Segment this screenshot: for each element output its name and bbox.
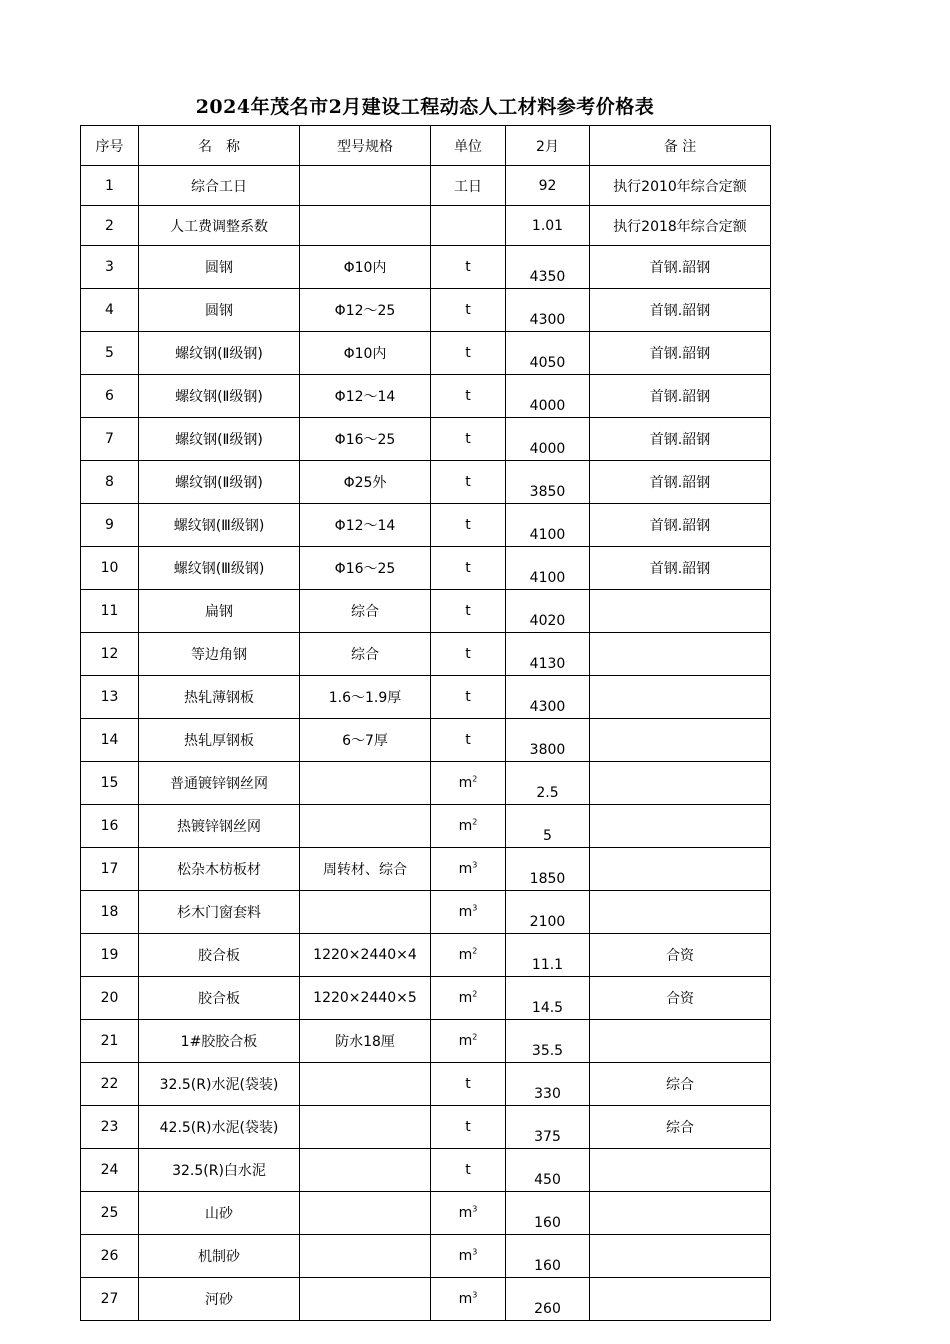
cell-spec: 综合 bbox=[300, 590, 431, 633]
cell-no: 8 bbox=[81, 461, 139, 504]
cell-no: 27 bbox=[81, 1278, 139, 1321]
cell-name: 普通镀锌钢丝网 bbox=[139, 762, 300, 805]
table-row bbox=[81, 934, 771, 977]
cell-unit bbox=[431, 762, 506, 805]
header-name: 名 称 bbox=[139, 126, 300, 166]
cell-remark: 执行2010年综合定额 bbox=[590, 166, 771, 206]
cell-spec bbox=[300, 805, 431, 848]
table-row bbox=[81, 418, 771, 461]
unit-text: m bbox=[458, 990, 473, 1006]
cell-name: 胶合板 bbox=[139, 977, 300, 1020]
cell-price: 4350 bbox=[506, 246, 590, 289]
unit-superscript: 2 bbox=[472, 1032, 478, 1042]
table-row bbox=[81, 1192, 771, 1235]
cell-spec bbox=[300, 1192, 431, 1235]
cell-spec bbox=[300, 1235, 431, 1278]
cell-remark: 首钢.韶钢 bbox=[590, 332, 771, 375]
cell-name: 42.5(R)水泥(袋装) bbox=[139, 1106, 300, 1149]
unit-superscript: 3 bbox=[472, 1290, 478, 1300]
cell-remark bbox=[590, 633, 771, 676]
cell-name: 河砂 bbox=[139, 1278, 300, 1321]
unit-text: t bbox=[465, 302, 471, 318]
cell-price: 4000 bbox=[506, 375, 590, 418]
cell-spec bbox=[300, 1063, 431, 1106]
cell-no: 14 bbox=[81, 719, 139, 762]
cell-price: 3850 bbox=[506, 461, 590, 504]
cell-unit bbox=[431, 590, 506, 633]
unit-text: t bbox=[465, 732, 471, 748]
cell-spec bbox=[300, 762, 431, 805]
cell-price: 330 bbox=[506, 1063, 590, 1106]
cell-spec: Φ12～14 bbox=[300, 504, 431, 547]
cell-remark: 首钢.韶钢 bbox=[590, 504, 771, 547]
cell-unit bbox=[431, 461, 506, 504]
unit-text: t bbox=[465, 431, 471, 447]
cell-unit bbox=[431, 1278, 506, 1321]
cell-price: 92 bbox=[506, 166, 590, 206]
cell-unit bbox=[431, 891, 506, 934]
cell-remark bbox=[590, 848, 771, 891]
table-row bbox=[81, 206, 771, 246]
unit-text: t bbox=[465, 646, 471, 662]
cell-spec: 1220×2440×5 bbox=[300, 977, 431, 1020]
cell-price: 160 bbox=[506, 1235, 590, 1278]
cell-name: 热镀锌钢丝网 bbox=[139, 805, 300, 848]
cell-no: 4 bbox=[81, 289, 139, 332]
table-row bbox=[81, 633, 771, 676]
cell-name: 胶合板 bbox=[139, 934, 300, 977]
cell-no: 6 bbox=[81, 375, 139, 418]
cell-unit bbox=[431, 166, 506, 206]
cell-name: 人工费调整系数 bbox=[139, 206, 300, 246]
unit-text: t bbox=[465, 388, 471, 404]
cell-remark: 首钢.韶钢 bbox=[590, 461, 771, 504]
unit-superscript: 2 bbox=[472, 774, 478, 784]
cell-name: 32.5(R)白水泥 bbox=[139, 1149, 300, 1192]
unit-text: m bbox=[458, 1033, 473, 1049]
table-row bbox=[81, 461, 771, 504]
unit-superscript: 3 bbox=[472, 1247, 478, 1257]
cell-name: 综合工日 bbox=[139, 166, 300, 206]
cell-remark bbox=[590, 1020, 771, 1063]
cell-price: 2.5 bbox=[506, 762, 590, 805]
cell-no: 19 bbox=[81, 934, 139, 977]
cell-no: 22 bbox=[81, 1063, 139, 1106]
table-row bbox=[81, 547, 771, 590]
table-row bbox=[81, 504, 771, 547]
cell-spec: Φ12～14 bbox=[300, 375, 431, 418]
table-row bbox=[81, 1149, 771, 1192]
header-no: 序号 bbox=[81, 126, 139, 166]
unit-superscript: 3 bbox=[472, 903, 478, 913]
cell-name: 32.5(R)水泥(袋装) bbox=[139, 1063, 300, 1106]
cell-unit bbox=[431, 418, 506, 461]
cell-no: 12 bbox=[81, 633, 139, 676]
cell-name: 扁钢 bbox=[139, 590, 300, 633]
cell-price: 4020 bbox=[506, 590, 590, 633]
unit-text: m bbox=[458, 947, 473, 963]
cell-remark: 综合 bbox=[590, 1063, 771, 1106]
cell-no: 21 bbox=[81, 1020, 139, 1063]
cell-unit bbox=[431, 977, 506, 1020]
header-spec: 型号规格 bbox=[300, 126, 431, 166]
cell-unit bbox=[431, 1149, 506, 1192]
cell-price: 4050 bbox=[506, 332, 590, 375]
cell-spec: Φ16～25 bbox=[300, 418, 431, 461]
cell-remark bbox=[590, 719, 771, 762]
cell-unit bbox=[431, 1063, 506, 1106]
cell-remark: 合资 bbox=[590, 934, 771, 977]
cell-unit bbox=[431, 206, 506, 246]
cell-price: 4300 bbox=[506, 289, 590, 332]
cell-price: 14.5 bbox=[506, 977, 590, 1020]
cell-remark bbox=[590, 805, 771, 848]
unit-superscript: 3 bbox=[472, 1204, 478, 1214]
cell-price: 260 bbox=[506, 1278, 590, 1321]
unit-text: m bbox=[458, 1248, 473, 1264]
cell-name: 杉木门窗套料 bbox=[139, 891, 300, 934]
cell-spec bbox=[300, 166, 431, 206]
cell-remark bbox=[590, 1235, 771, 1278]
cell-unit bbox=[431, 934, 506, 977]
cell-spec: 周转材、综合 bbox=[300, 848, 431, 891]
cell-price: 1.01 bbox=[506, 206, 590, 246]
cell-unit bbox=[431, 1235, 506, 1278]
cell-remark: 综合 bbox=[590, 1106, 771, 1149]
cell-spec: 6～7厚 bbox=[300, 719, 431, 762]
header-unit: 单位 bbox=[431, 126, 506, 166]
unit-text: t bbox=[465, 603, 471, 619]
cell-remark bbox=[590, 1278, 771, 1321]
cell-no: 5 bbox=[81, 332, 139, 375]
cell-name: 等边角钢 bbox=[139, 633, 300, 676]
cell-spec: Φ10内 bbox=[300, 246, 431, 289]
table-row bbox=[81, 1063, 771, 1106]
cell-spec: 1220×2440×4 bbox=[300, 934, 431, 977]
cell-no: 15 bbox=[81, 762, 139, 805]
cell-spec: 综合 bbox=[300, 633, 431, 676]
cell-remark: 首钢.韶钢 bbox=[590, 547, 771, 590]
cell-price: 4100 bbox=[506, 504, 590, 547]
cell-no: 7 bbox=[81, 418, 139, 461]
unit-text: m bbox=[458, 861, 473, 877]
cell-remark bbox=[590, 676, 771, 719]
cell-remark bbox=[590, 1149, 771, 1192]
cell-spec: Φ12～25 bbox=[300, 289, 431, 332]
cell-unit bbox=[431, 547, 506, 590]
cell-spec bbox=[300, 1278, 431, 1321]
cell-price: 450 bbox=[506, 1149, 590, 1192]
unit-text: m bbox=[458, 1291, 473, 1307]
unit-text: t bbox=[465, 1162, 471, 1178]
cell-price: 35.5 bbox=[506, 1020, 590, 1063]
cell-remark: 首钢.韶钢 bbox=[590, 418, 771, 461]
cell-remark: 首钢.韶钢 bbox=[590, 375, 771, 418]
unit-text: m bbox=[458, 904, 473, 920]
cell-name: 螺纹钢(Ⅱ级钢) bbox=[139, 418, 300, 461]
price-table bbox=[80, 125, 771, 1321]
cell-name: 螺纹钢(Ⅱ级钢) bbox=[139, 375, 300, 418]
cell-price: 1850 bbox=[506, 848, 590, 891]
cell-remark: 首钢.韶钢 bbox=[590, 246, 771, 289]
cell-name: 圆钢 bbox=[139, 246, 300, 289]
unit-text: t bbox=[465, 1076, 471, 1092]
cell-no: 3 bbox=[81, 246, 139, 289]
cell-no: 25 bbox=[81, 1192, 139, 1235]
cell-name: 1#胶胶合板 bbox=[139, 1020, 300, 1063]
unit-text: t bbox=[465, 689, 471, 705]
cell-price: 160 bbox=[506, 1192, 590, 1235]
cell-unit bbox=[431, 1106, 506, 1149]
cell-unit bbox=[431, 289, 506, 332]
table-row bbox=[81, 590, 771, 633]
unit-text: 工日 bbox=[454, 178, 482, 195]
table-row bbox=[81, 375, 771, 418]
unit-text: t bbox=[465, 345, 471, 361]
cell-unit bbox=[431, 504, 506, 547]
cell-name: 螺纹钢(Ⅲ级钢) bbox=[139, 547, 300, 590]
table-row bbox=[81, 676, 771, 719]
table-row bbox=[81, 289, 771, 332]
cell-remark bbox=[590, 891, 771, 934]
cell-spec bbox=[300, 1106, 431, 1149]
cell-name: 圆钢 bbox=[139, 289, 300, 332]
cell-remark: 首钢.韶钢 bbox=[590, 289, 771, 332]
cell-name: 螺纹钢(Ⅱ级钢) bbox=[139, 461, 300, 504]
cell-unit bbox=[431, 805, 506, 848]
table-row bbox=[81, 1020, 771, 1063]
cell-spec: Φ10内 bbox=[300, 332, 431, 375]
cell-remark bbox=[590, 1192, 771, 1235]
header-remark: 备 注 bbox=[590, 126, 771, 166]
cell-no: 20 bbox=[81, 977, 139, 1020]
unit-text: t bbox=[465, 259, 471, 275]
table-row bbox=[81, 1106, 771, 1149]
cell-remark bbox=[590, 590, 771, 633]
table-body bbox=[81, 166, 771, 1321]
cell-unit bbox=[431, 246, 506, 289]
cell-name: 热轧厚钢板 bbox=[139, 719, 300, 762]
cell-spec bbox=[300, 206, 431, 246]
cell-no: 10 bbox=[81, 547, 139, 590]
cell-price: 11.1 bbox=[506, 934, 590, 977]
cell-price: 2100 bbox=[506, 891, 590, 934]
table-row bbox=[81, 762, 771, 805]
cell-unit bbox=[431, 1192, 506, 1235]
unit-superscript: 2 bbox=[472, 817, 478, 827]
cell-remark: 执行2018年综合定额 bbox=[590, 206, 771, 246]
cell-remark: 合资 bbox=[590, 977, 771, 1020]
cell-unit bbox=[431, 676, 506, 719]
unit-superscript: 2 bbox=[472, 946, 478, 956]
table-row bbox=[81, 848, 771, 891]
cell-no: 9 bbox=[81, 504, 139, 547]
cell-price: 3800 bbox=[506, 719, 590, 762]
cell-no: 13 bbox=[81, 676, 139, 719]
cell-spec bbox=[300, 891, 431, 934]
cell-unit bbox=[431, 848, 506, 891]
cell-price: 5 bbox=[506, 805, 590, 848]
cell-unit bbox=[431, 375, 506, 418]
table-row bbox=[81, 719, 771, 762]
table-row bbox=[81, 977, 771, 1020]
table-row bbox=[81, 1235, 771, 1278]
table-row bbox=[81, 891, 771, 934]
unit-superscript: 3 bbox=[472, 860, 478, 870]
cell-no: 16 bbox=[81, 805, 139, 848]
cell-spec: Φ16～25 bbox=[300, 547, 431, 590]
cell-unit bbox=[431, 1020, 506, 1063]
cell-name: 螺纹钢(Ⅱ级钢) bbox=[139, 332, 300, 375]
unit-text: m bbox=[458, 1205, 473, 1221]
cell-no: 11 bbox=[81, 590, 139, 633]
cell-price: 4300 bbox=[506, 676, 590, 719]
cell-name: 螺纹钢(Ⅲ级钢) bbox=[139, 504, 300, 547]
cell-no: 24 bbox=[81, 1149, 139, 1192]
cell-spec: 防水18厘 bbox=[300, 1020, 431, 1063]
cell-remark bbox=[590, 762, 771, 805]
cell-no: 26 bbox=[81, 1235, 139, 1278]
cell-spec: Φ25外 bbox=[300, 461, 431, 504]
table-row bbox=[81, 166, 771, 206]
unit-text: t bbox=[465, 517, 471, 533]
table-row bbox=[81, 246, 771, 289]
cell-price: 4100 bbox=[506, 547, 590, 590]
cell-name: 山砂 bbox=[139, 1192, 300, 1235]
page-title: 2024年茂名市2月建设工程动态人工材料参考价格表 bbox=[195, 96, 655, 118]
header-month: 2月 bbox=[506, 126, 590, 166]
cell-spec bbox=[300, 1149, 431, 1192]
cell-name: 松杂木枋板材 bbox=[139, 848, 300, 891]
table-row bbox=[81, 1278, 771, 1321]
cell-name: 热轧薄钢板 bbox=[139, 676, 300, 719]
cell-price: 375 bbox=[506, 1106, 590, 1149]
cell-name: 机制砂 bbox=[139, 1235, 300, 1278]
cell-no: 2 bbox=[81, 206, 139, 246]
cell-no: 1 bbox=[81, 166, 139, 206]
cell-spec: 1.6～1.9厚 bbox=[300, 676, 431, 719]
cell-price: 4130 bbox=[506, 633, 590, 676]
cell-unit bbox=[431, 633, 506, 676]
cell-no: 23 bbox=[81, 1106, 139, 1149]
unit-text: m bbox=[458, 818, 473, 834]
cell-no: 18 bbox=[81, 891, 139, 934]
cell-price: 4000 bbox=[506, 418, 590, 461]
table-header-row bbox=[81, 126, 771, 166]
unit-superscript: 2 bbox=[472, 989, 478, 999]
unit-text: t bbox=[465, 1119, 471, 1135]
cell-no: 17 bbox=[81, 848, 139, 891]
unit-text: t bbox=[465, 560, 471, 576]
cell-unit bbox=[431, 719, 506, 762]
table-row bbox=[81, 332, 771, 375]
unit-text: t bbox=[465, 474, 471, 490]
cell-unit bbox=[431, 332, 506, 375]
unit-text: m bbox=[458, 775, 473, 791]
table-row bbox=[81, 805, 771, 848]
